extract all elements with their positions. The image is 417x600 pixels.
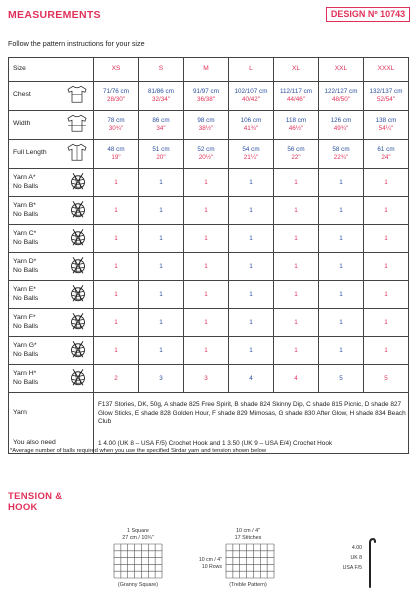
tension-hook-heading xyxy=(8,491,62,513)
ball-count: 1 xyxy=(184,309,229,337)
size-table xyxy=(8,57,409,454)
yarn-label xyxy=(9,225,94,253)
metric-value: 91/97 cm xyxy=(193,88,219,96)
imperial-value: 22¾" xyxy=(333,154,349,161)
yarn-letter: Yarn H* xyxy=(13,370,37,378)
ball-count: 1 xyxy=(364,337,409,365)
imperial-value: 41¾" xyxy=(243,125,259,132)
yarn-label xyxy=(9,169,94,197)
yarn-sub: No Balls xyxy=(13,350,39,358)
ball-count: 1 xyxy=(94,253,139,281)
metric-value: 112/117 cm xyxy=(280,88,312,96)
ball-count: 1 xyxy=(364,169,409,197)
measurement-label xyxy=(9,82,94,111)
size-header-xl: XL xyxy=(274,58,319,82)
yarn-row xyxy=(9,281,409,309)
ball-count: 1 xyxy=(94,309,139,337)
swatch2-side-caption xyxy=(190,557,222,571)
imperial-value: 46½" xyxy=(288,125,304,132)
measurement-row xyxy=(9,111,409,140)
measurement-name: Chest xyxy=(13,91,31,99)
imperial-value: 54¼" xyxy=(378,125,394,132)
yarn-label xyxy=(9,337,94,365)
imperial-value: 28/30" xyxy=(107,96,125,103)
ball-count: 1 xyxy=(94,197,139,225)
yarn-label xyxy=(9,197,94,225)
ball-count: 1 xyxy=(229,169,274,197)
yarn-name xyxy=(13,258,38,275)
size-header-m: M xyxy=(184,58,229,82)
ball-count: 1 xyxy=(274,197,319,225)
ball-count: 3 xyxy=(139,365,184,393)
imperial-value: 36/38" xyxy=(197,96,215,103)
imperial-value: 52/54" xyxy=(377,96,395,103)
measurement-cell xyxy=(94,140,139,169)
size-label: Size xyxy=(9,58,94,82)
yarn-name xyxy=(13,314,38,331)
size-header-l: L xyxy=(229,58,274,82)
imperial-value: 24" xyxy=(381,154,391,161)
ball-count: 1 xyxy=(139,169,184,197)
measurement-cell xyxy=(364,140,409,169)
yarn-row xyxy=(9,197,409,225)
measurement-cell xyxy=(184,82,229,111)
ball-count: 1 xyxy=(139,253,184,281)
ball-count: 1 xyxy=(364,281,409,309)
ball-count: 1 xyxy=(184,253,229,281)
metric-value: 51 cm xyxy=(152,146,170,154)
yarn-letter: Yarn E* xyxy=(13,286,36,294)
measurement-cell xyxy=(184,140,229,169)
ball-count: 1 xyxy=(319,197,364,225)
yarn-sub: No Balls xyxy=(13,210,39,218)
imperial-value: 40/42" xyxy=(242,96,260,103)
design-number-badge: DESIGN Nº 10743 xyxy=(326,7,410,22)
ball-count: 1 xyxy=(139,197,184,225)
ball-count: 1 xyxy=(139,309,184,337)
yarn-name xyxy=(13,230,38,247)
metric-value: 132/137 cm xyxy=(369,88,403,96)
yarn-row xyxy=(9,365,409,393)
measurement-cell xyxy=(364,111,409,140)
metric-value: 126 cm xyxy=(330,117,352,125)
ball-count: 1 xyxy=(94,281,139,309)
measurement-label xyxy=(9,111,94,140)
metric-value: 102/107 cm xyxy=(234,88,268,96)
metric-value: 81/86 cm xyxy=(148,88,174,96)
imperial-value: 44/46" xyxy=(287,96,305,103)
measurement-label xyxy=(9,140,94,169)
metric-value: 52 cm xyxy=(197,146,215,154)
ball-count: 5 xyxy=(319,365,364,393)
ball-count: 1 xyxy=(139,337,184,365)
measurement-cell xyxy=(274,111,319,140)
yarn-letter: Yarn A* xyxy=(13,174,36,182)
metric-value: 78 cm xyxy=(107,117,125,125)
yarn-ball-icon xyxy=(68,227,88,250)
ball-count: 1 xyxy=(319,253,364,281)
crochet-hook-icon xyxy=(364,537,376,589)
yarn-ball-icon xyxy=(68,311,88,334)
yarn-ball-icon xyxy=(68,367,88,390)
swatch2-caption xyxy=(218,528,278,542)
ball-count: 1 xyxy=(274,281,319,309)
ball-count: 1 xyxy=(274,309,319,337)
imperial-value: 20" xyxy=(156,154,166,161)
ball-count: 1 xyxy=(94,169,139,197)
hook-sizes xyxy=(338,544,362,574)
swatch2-type: (Treble Pattern) xyxy=(229,582,267,588)
length-diagram-icon xyxy=(66,143,88,164)
size-header-s: S xyxy=(139,58,184,82)
ball-count: 1 xyxy=(229,253,274,281)
ball-count: 1 xyxy=(94,337,139,365)
yarn-row xyxy=(9,169,409,197)
ball-count: 1 xyxy=(94,225,139,253)
measurement-row xyxy=(9,140,409,169)
measurement-cell xyxy=(184,111,229,140)
chest-diagram-icon xyxy=(66,85,88,106)
measurement-row xyxy=(9,82,409,111)
ball-count: 1 xyxy=(229,281,274,309)
swatch2-side-line1: 10 cm / 4" xyxy=(198,557,222,563)
yarn-row-label xyxy=(9,393,94,436)
metric-value: 86 cm xyxy=(152,117,170,125)
yarn-ball-icon xyxy=(68,199,88,222)
size-header-row xyxy=(9,58,409,82)
yarn-sub: No Balls xyxy=(13,182,39,190)
ball-count: 1 xyxy=(364,197,409,225)
metric-value: 48 cm xyxy=(107,146,125,154)
yarn-sub: No Balls xyxy=(13,266,39,274)
ball-count: 1 xyxy=(184,225,229,253)
ball-count: 1 xyxy=(319,337,364,365)
yarn-sub: No Balls xyxy=(13,294,39,302)
granny-square-grid-icon xyxy=(113,543,163,579)
size-header-xxxl: XXXL xyxy=(364,58,409,82)
ball-count: 1 xyxy=(274,225,319,253)
measurement-cell xyxy=(229,140,274,169)
swatch1-caption xyxy=(108,528,168,542)
metric-value: 56 cm xyxy=(287,146,305,154)
yarn-row xyxy=(9,337,409,365)
ball-count: 1 xyxy=(229,197,274,225)
swatch2-caption-line1: 10 cm / 4" xyxy=(235,528,261,534)
yarn-label xyxy=(9,365,94,393)
swatch1-type: (Granny Square) xyxy=(117,582,159,588)
tension-heading-line2: HOOK xyxy=(8,502,38,513)
also-need-text: 1 4.00 (UK 8 – USA F/5) Crochet Hook and 1 3.50 (UK 9 – USA E/4) Crochet Hook xyxy=(94,435,409,454)
yarn-sub: No Balls xyxy=(13,378,39,386)
measurement-cell xyxy=(319,82,364,111)
measurements-heading: MEASUREMENTS xyxy=(8,9,101,21)
measurement-cell xyxy=(229,82,274,111)
metric-value: 106 cm xyxy=(240,117,262,125)
imperial-value: 49¾" xyxy=(333,125,349,132)
ball-count: 1 xyxy=(364,225,409,253)
measurement-name: Width xyxy=(13,120,31,128)
swatch2-side-line2: 10 Rows xyxy=(201,563,222,570)
yarn-row-label-text: Yarn xyxy=(13,409,27,417)
metric-value: 98 cm xyxy=(197,117,215,125)
metric-value: 58 cm xyxy=(332,146,350,154)
yarn-ball-icon xyxy=(68,283,88,306)
ball-count: 1 xyxy=(184,337,229,365)
yarn-label xyxy=(9,253,94,281)
tension-heading-line1: TENSION & xyxy=(8,491,63,502)
yarn-name xyxy=(13,286,38,303)
ball-count: 5 xyxy=(364,365,409,393)
ball-count: 2 xyxy=(94,365,139,393)
yarn-name xyxy=(13,202,38,219)
footnote: *Average number of balls required when you use the specified Sirdar yarn and tension shown below xyxy=(10,448,267,454)
yarn-letter: Yarn D* xyxy=(13,258,37,266)
ball-count: 1 xyxy=(229,309,274,337)
yarn-row xyxy=(9,225,409,253)
measurement-cell xyxy=(139,140,184,169)
treble-pattern-grid-icon xyxy=(225,543,275,579)
metric-value: 54 cm xyxy=(242,146,260,154)
yarn-ball-icon xyxy=(68,255,88,278)
ball-count: 1 xyxy=(319,281,364,309)
width-diagram-icon xyxy=(66,114,88,135)
yarn-name xyxy=(13,174,38,191)
ball-count: 1 xyxy=(364,253,409,281)
ball-count: 1 xyxy=(184,281,229,309)
imperial-value: 22" xyxy=(291,154,301,161)
metric-value: 61 cm xyxy=(377,146,395,154)
yarn-row xyxy=(9,253,409,281)
yarn-name xyxy=(13,342,38,359)
ball-count: 1 xyxy=(319,225,364,253)
measurement-cell xyxy=(94,111,139,140)
metric-value: 71/76 cm xyxy=(103,88,129,96)
ball-count: 1 xyxy=(229,337,274,365)
ball-count: 1 xyxy=(274,169,319,197)
swatch1-caption-line2: 27 cm / 10¾" xyxy=(122,535,154,542)
ball-count: 1 xyxy=(319,169,364,197)
imperial-value: 30¾" xyxy=(108,125,124,132)
yarn-letter: Yarn C* xyxy=(13,230,37,238)
hook-size: 4.00 xyxy=(351,545,362,551)
ball-count: 4 xyxy=(274,365,319,393)
measurement-cell xyxy=(139,82,184,111)
yarn-row xyxy=(9,309,409,337)
yarn-ball-icon xyxy=(68,171,88,194)
size-header-xs: XS xyxy=(94,58,139,82)
yarn-sub: No Balls xyxy=(13,322,39,330)
ball-count: 1 xyxy=(274,337,319,365)
ball-count: 1 xyxy=(139,225,184,253)
yarn-letter: Yarn G* xyxy=(13,342,37,350)
swatch2-caption-line2: 17 Stitches xyxy=(234,535,262,542)
imperial-value: 48/50" xyxy=(332,96,350,103)
measurement-cell xyxy=(364,82,409,111)
ball-count: 3 xyxy=(184,365,229,393)
measurement-cell xyxy=(319,111,364,140)
metric-value: 138 cm xyxy=(375,117,397,125)
measurement-cell xyxy=(274,82,319,111)
imperial-value: 38½" xyxy=(198,125,214,132)
measurement-cell xyxy=(94,82,139,111)
also-need-label-text: You also need xyxy=(13,439,56,447)
ball-count: 1 xyxy=(364,309,409,337)
yarn-ball-icon xyxy=(68,339,88,362)
metric-value: 122/127 cm xyxy=(324,88,358,96)
measurement-cell xyxy=(274,140,319,169)
measurement-cell xyxy=(319,140,364,169)
yarn-description: F137 Stories, DK, 50g, A shade 825 Free Spirit, B shade 824 Skinny Dip, C shade 815 Picnic, D shade 827 Glow Sticks, E shade 828 Golden Hour, F shade 829 Mimosas, G shade 830 After Glow, H shade 834 Beach Club xyxy=(94,393,409,436)
ball-count: 1 xyxy=(229,225,274,253)
yarn-letter: Yarn B* xyxy=(13,202,36,210)
ball-count: 1 xyxy=(319,309,364,337)
measurement-cell xyxy=(229,111,274,140)
yarn-letter: Yarn F* xyxy=(13,314,36,322)
metric-value: 118 cm xyxy=(285,117,307,125)
imperial-value: 34" xyxy=(156,125,166,132)
imperial-value: 19" xyxy=(111,154,121,161)
yarn-name xyxy=(13,370,38,387)
yarn-label xyxy=(9,309,94,337)
size-header-xxl: XXL xyxy=(319,58,364,82)
hook-uk: UK 8 xyxy=(350,554,362,561)
imperial-value: 20½" xyxy=(198,154,214,161)
ball-count: 4 xyxy=(229,365,274,393)
subtitle: Follow the pattern instructions for your size xyxy=(8,39,145,48)
measurement-name: Full Length xyxy=(13,149,47,157)
yarn-label xyxy=(9,281,94,309)
ball-count: 1 xyxy=(184,169,229,197)
imperial-value: 32/34" xyxy=(152,96,170,103)
yarn-info-row xyxy=(9,393,409,436)
measurement-cell xyxy=(139,111,184,140)
ball-count: 1 xyxy=(139,281,184,309)
swatch1-caption-line1: 1 Square xyxy=(127,528,149,534)
hook-usa: USA F/5 xyxy=(342,564,362,571)
yarn-sub: No Balls xyxy=(13,238,39,246)
imperial-value: 21¼" xyxy=(243,154,259,161)
ball-count: 1 xyxy=(184,197,229,225)
ball-count: 1 xyxy=(274,253,319,281)
